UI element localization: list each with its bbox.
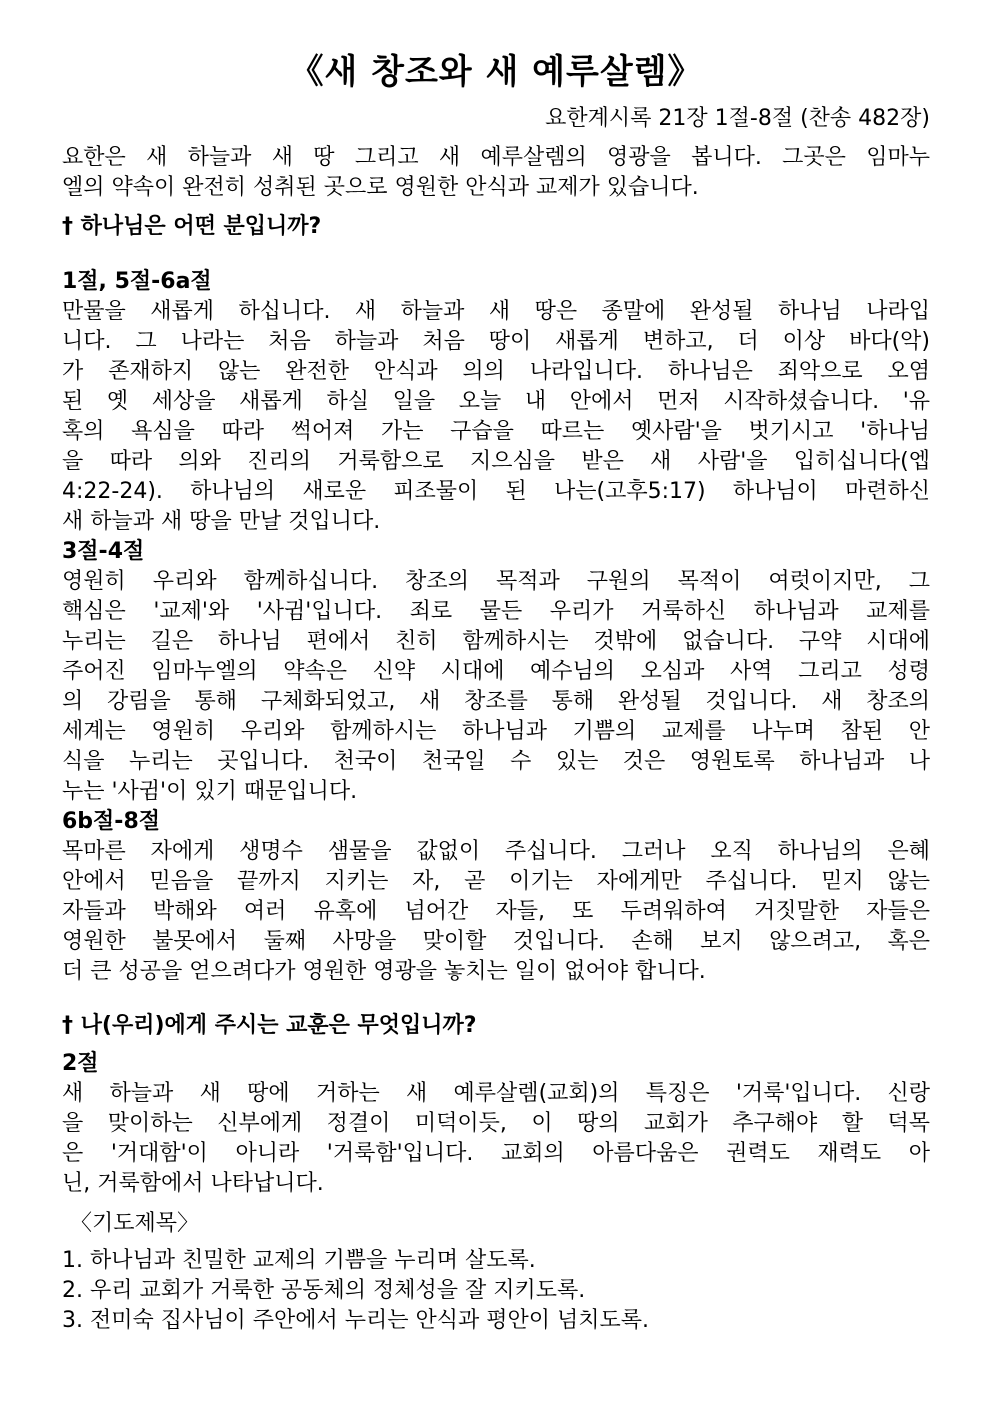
body-line: 자들과 박해와 여러 유혹에 넘어간 자들, 또 두려워하여 거짓말한 자들은: [62, 899, 930, 924]
body-line: 가 존재하지 않는 완전한 안식과 의의 나라입니다. 하나님은 죄악으로 오염: [62, 359, 930, 384]
body-line: 식을 누리는 곳입니다. 천국이 천국일 수 있는 것은 영원토록 하나님과 나: [62, 749, 930, 774]
intro-line: 엘의 약속이 완전히 성취된 곳으로 영원한 안식과 교제가 있습니다.: [62, 175, 699, 200]
body-line: 영원한 불못에서 둘째 사망을 맞이할 것입니다. 손해 보지 않으려고, 혹은: [62, 929, 930, 954]
body-line: 더 큰 성공을 얻으려다가 영원한 영광을 놓치는 일이 없어야 합니다.: [62, 959, 706, 984]
question-heading: † 나(우리)에게 주시는 교훈은 무엇입니까?: [62, 1013, 477, 1038]
body-line: 새 하늘과 새 땅에 거하는 새 예루살렘(교회)의 특징은 '거룩'입니다. 신랑: [62, 1081, 930, 1106]
prayer-item: 1. 하나님과 친밀한 교제의 기쁨을 누리며 살도록.: [62, 1248, 536, 1273]
body-line: 세계는 영원히 우리와 함께하시는 하나님과 기쁨의 교제를 나누며 참된 안: [62, 719, 930, 744]
body-line: 닌, 거룩함에서 나타납니다.: [62, 1171, 324, 1196]
question-heading: † 하나님은 어떤 분입니까?: [62, 214, 322, 239]
page-title: 《새 창조와 새 예루살렘》: [289, 52, 703, 92]
body-line: 을 맞이하는 신부에게 정결이 미덕이듯, 이 땅의 교회가 추구해야 할 덕목: [62, 1111, 930, 1136]
section-heading: 3절-4절: [62, 539, 145, 564]
intro-line: 요한은 새 하늘과 새 땅 그리고 새 예루살렘의 영광을 봅니다. 그곳은 임마누: [62, 145, 930, 170]
prayer-item: 2. 우리 교회가 거룩한 공동체의 정체성을 잘 지키도록.: [62, 1278, 586, 1303]
section-heading: 1절, 5절-6a절: [62, 269, 212, 294]
section-heading: 2절: [62, 1051, 99, 1076]
body-line: 을 따라 의와 진리의 거룩함으로 지으심을 받은 새 사람'을 입히십니다(엡: [62, 449, 930, 474]
scripture-reference: 요한계시록 21장 1절-8절 (찬송 482장): [545, 106, 930, 131]
body-line: 안에서 믿음을 끝까지 지키는 자, 곧 이기는 자에게만 주십니다. 믿지 않는: [62, 869, 930, 894]
prayer-item: 3. 전미숙 집사님이 주안에서 누리는 안식과 평안이 넘치도록.: [62, 1308, 649, 1333]
body-line: 은 '거대함'이 아니라 '거룩함'입니다. 교회의 아름다움은 권력도 재력도 아: [62, 1141, 930, 1166]
body-line: 목마른 자에게 생명수 샘물을 값없이 주십니다. 그러나 오직 하나님의 은혜: [62, 839, 930, 864]
body-line: 4:22-24). 하나님의 새로운 피조물이 된 나는(고후5:17) 하나님이 마련하신: [62, 479, 930, 504]
section-heading: 6b절-8절: [62, 809, 160, 834]
body-line: 영원히 우리와 함께하십니다. 창조의 목적과 구원의 목적이 여럿이지만, 그: [62, 569, 930, 594]
body-line: 새 하늘과 새 땅을 만날 것입니다.: [62, 509, 381, 534]
body-line: 핵심은 '교제'와 '사귐'입니다. 죄로 물든 우리가 거룩하신 하나님과 교제를: [62, 599, 930, 624]
body-line: 만물을 새롭게 하십니다. 새 하늘과 새 땅은 종말에 완성될 하나님 나라입: [62, 299, 930, 324]
body-line: 주어진 임마누엘의 약속은 신약 시대에 예수님의 오심과 사역 그리고 성령: [62, 659, 930, 684]
prayer-heading: 〈기도제목〉: [70, 1211, 200, 1236]
body-line: 니다. 그 나라는 처음 하늘과 처음 땅이 새롭게 변하고, 더 이상 바다(악): [62, 329, 930, 354]
body-line: 의 강림을 통해 구체화되었고, 새 창조를 통해 완성될 것입니다. 새 창조의: [62, 689, 930, 714]
body-line: 누는 '사귐'이 있기 때문입니다.: [62, 779, 358, 804]
body-line: 혹의 욕심을 따라 썩어져 가는 구습을 따르는 옛사람'을 벗기시고 '하나님: [62, 419, 930, 444]
body-line: 누리는 길은 하나님 편에서 친히 함께하시는 것밖에 없습니다. 구약 시대에: [62, 629, 930, 654]
body-line: 된 옛 세상을 새롭게 하실 일을 오늘 내 안에서 먼저 시작하셨습니다. '유: [62, 389, 930, 414]
